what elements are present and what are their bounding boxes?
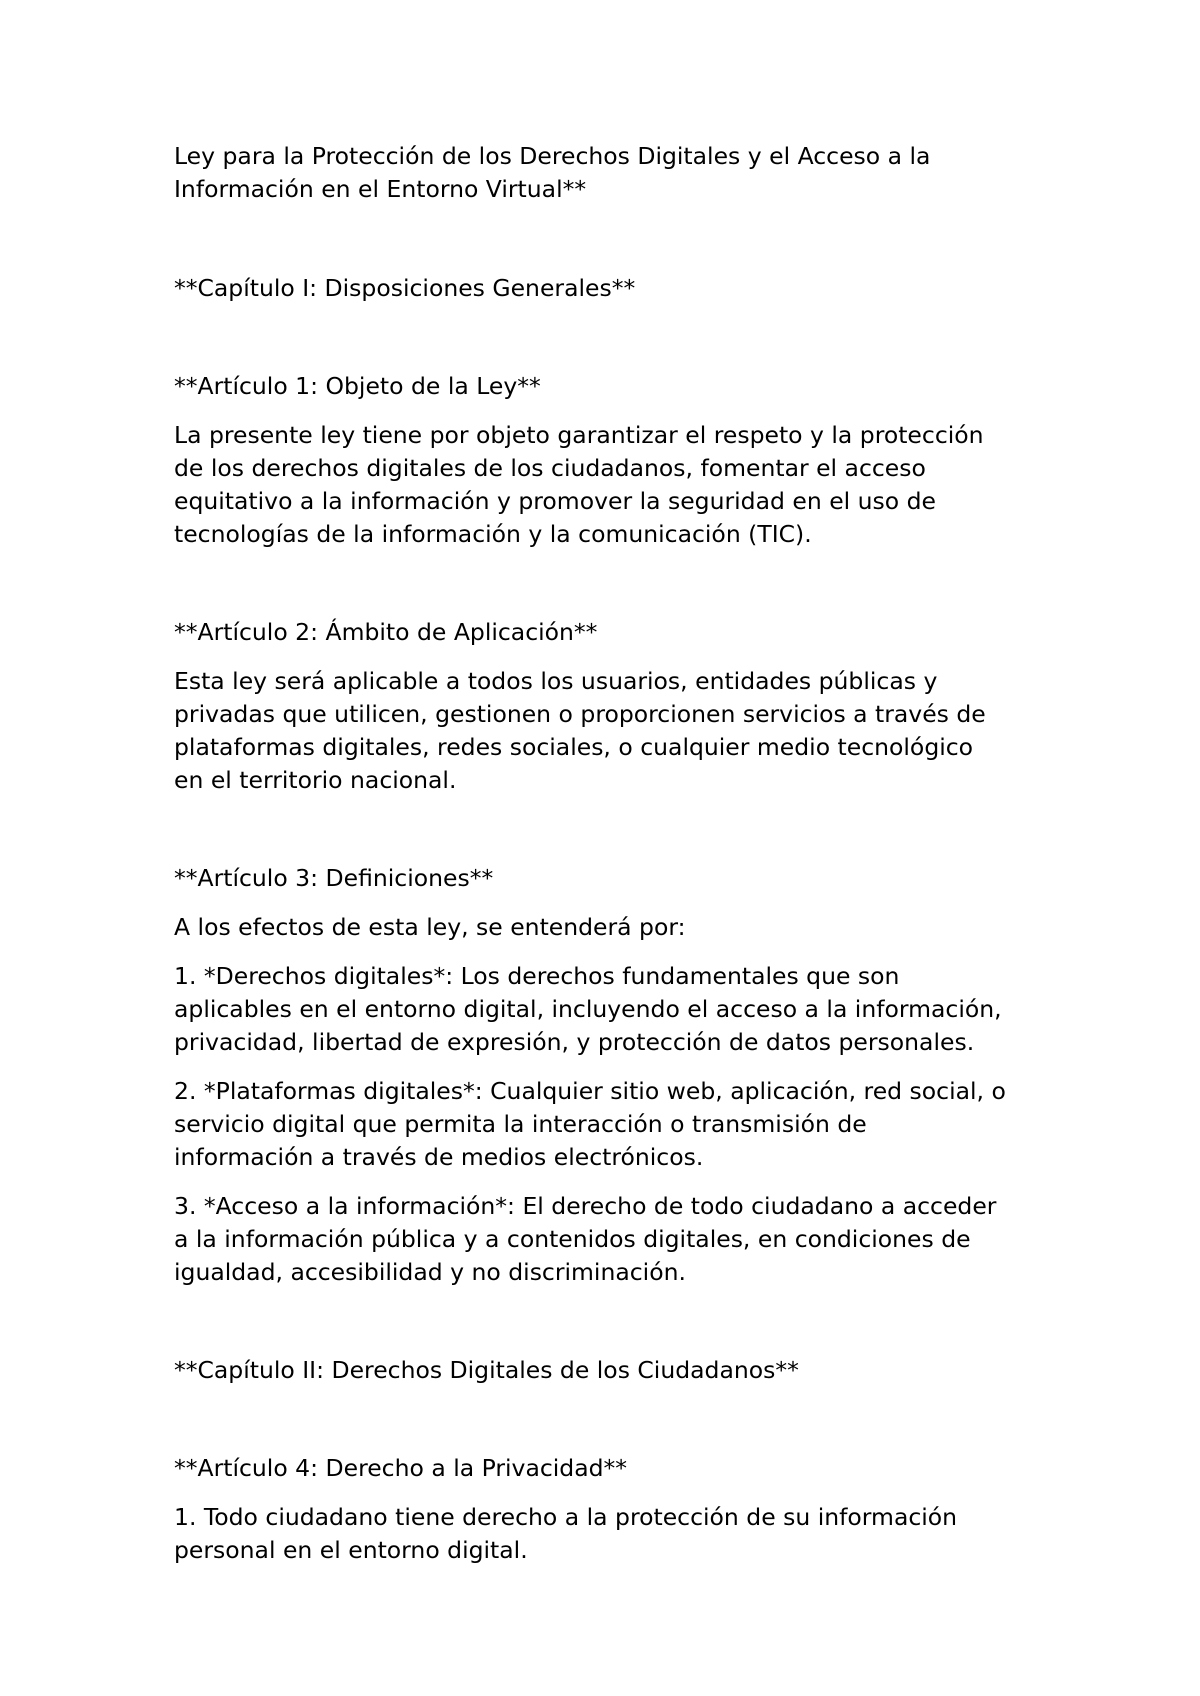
paragraph-line: equitativo a la información y promover la seguridad en el uso de: [174, 487, 937, 515]
definition-item: [174, 1190, 1064, 1289]
document-page: [174, 140, 1064, 1567]
paragraph-line: Esta ley será aplicable a todos los usuarios, entidades públicas y: [174, 667, 938, 695]
list-item-line: información a través de medios electrónicos.: [174, 1143, 704, 1171]
definition-item: [174, 1075, 1064, 1174]
chapter-1-heading: [174, 272, 1064, 305]
paragraph-line: 1. Todo ciudadano tiene derecho a la protección de su información: [174, 1503, 958, 1531]
list-item-line: servicio digital que permita la interacción o transmisión de: [174, 1110, 867, 1138]
article-4-body: [174, 1501, 1064, 1567]
title-line: Ley para la Protección de los Derechos Digitales y el Acceso a la: [174, 142, 931, 170]
article-2-body: [174, 665, 1064, 797]
paragraph-line: La presente ley tiene por objeto garantizar el respeto y la protección: [174, 421, 984, 449]
list-item-line: 2. *Plataformas digitales*: Cualquier sitio web, aplicación, red social, o: [174, 1077, 1006, 1105]
paragraph-line: plataformas digitales, redes sociales, o cualquier medio tecnológico: [174, 733, 974, 761]
list-item-line: 1. *Derechos digitales*: Los derechos fundamentales que son: [174, 962, 900, 990]
definition-item: [174, 960, 1064, 1059]
list-item-line: privacidad, libertad de expresión, y protección de datos personales.: [174, 1028, 975, 1056]
paragraph-line: en el territorio nacional.: [174, 766, 457, 794]
article-heading-text: **Artículo 3: Definiciones**: [174, 864, 494, 892]
document-title: [174, 140, 1064, 206]
title-line: Información en el Entorno Virtual**: [174, 175, 587, 203]
article-heading-text: **Artículo 1: Objeto de la Ley**: [174, 372, 541, 400]
paragraph-line: A los efectos de esta ley, se entenderá por:: [174, 913, 686, 941]
chapter-heading-text: **Capítulo II: Derechos Digitales de los Ciudadanos**: [174, 1356, 799, 1384]
chapter-heading-text: **Capítulo I: Disposiciones Generales**: [174, 274, 636, 302]
article-1-heading: [174, 370, 1064, 403]
list-item-line: 3. *Acceso a la información*: El derecho de todo ciudadano a acceder: [174, 1192, 997, 1220]
article-3-heading: [174, 862, 1064, 895]
article-4-heading: [174, 1452, 1064, 1485]
list-item-line: a la información pública y a contenidos digitales, en condiciones de: [174, 1225, 971, 1253]
paragraph-line: privadas que utilicen, gestionen o proporcionen servicios a través de: [174, 700, 986, 728]
paragraph-line: de los derechos digitales de los ciudadanos, fomentar el acceso: [174, 454, 926, 482]
article-1-body: [174, 419, 1064, 551]
paragraph-line: personal en el entorno digital.: [174, 1536, 528, 1564]
list-item-line: aplicables en el entorno digital, incluyendo el acceso a la información,: [174, 995, 1002, 1023]
list-item-line: igualdad, accesibilidad y no discriminación.: [174, 1258, 686, 1286]
article-heading-text: **Artículo 4: Derecho a la Privacidad**: [174, 1454, 628, 1482]
article-2-heading: [174, 616, 1064, 649]
article-heading-text: **Artículo 2: Ámbito de Aplicación**: [174, 618, 598, 646]
chapter-2-heading: [174, 1354, 1064, 1387]
paragraph-line: tecnologías de la información y la comunicación (TIC).: [174, 520, 812, 548]
article-3-intro: [174, 911, 1064, 944]
